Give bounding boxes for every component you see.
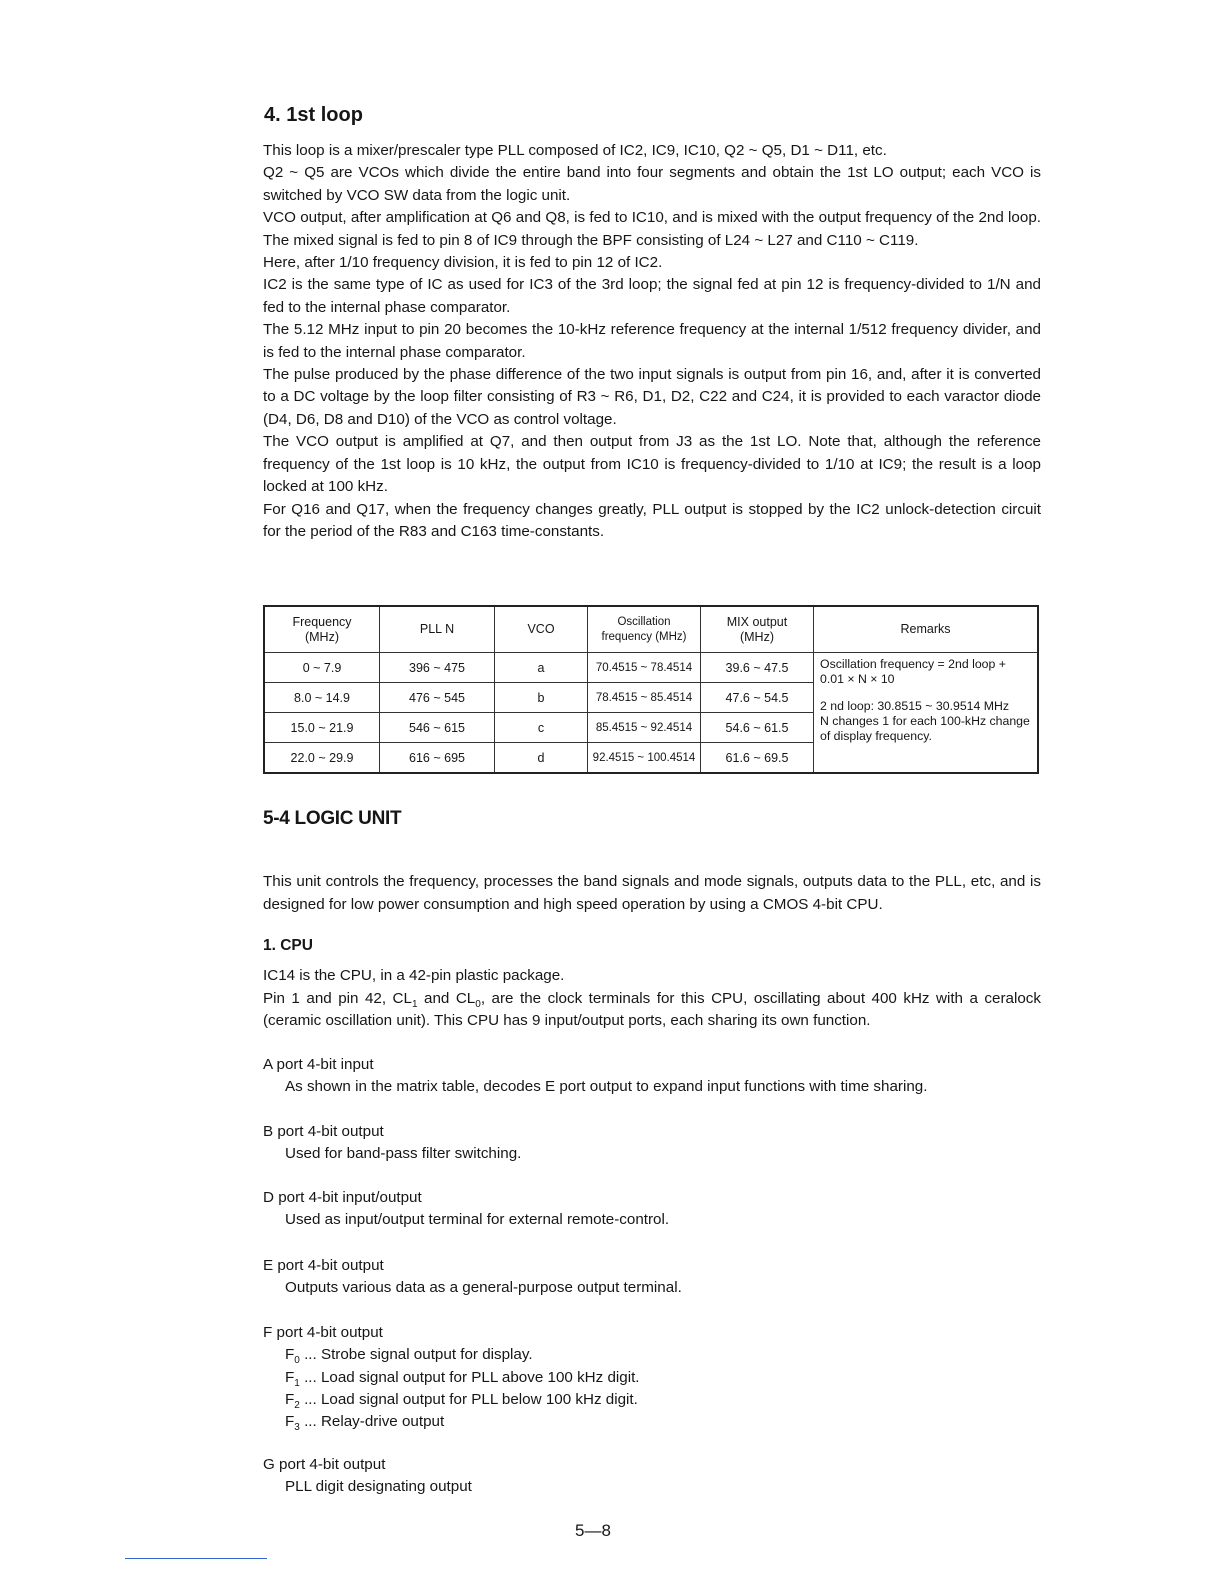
remarks-line: of display frequency. [820, 729, 932, 743]
footer-rule [125, 1558, 267, 1559]
remarks-line: 0.01 × N × 10 [820, 672, 895, 686]
header-pll-n: PLL N [380, 606, 495, 653]
header-text: (MHz) [304, 629, 339, 644]
cell-mix: 61.6 ~ 69.5 [701, 743, 814, 774]
remarks-line: 2 nd loop: 30.8515 ~ 30.9514 MHz [820, 699, 1010, 713]
section-heading-logic-unit: 5-4 LOGIC UNIT [263, 808, 402, 829]
cell-mix: 54.6 ~ 61.5 [701, 713, 814, 743]
remarks-line: N changes 1 for each 100-kHz change [820, 714, 1030, 728]
cell-vco: b [495, 683, 588, 713]
section-heading-1st-loop: 4. 1st loop [264, 104, 363, 126]
header-text: Oscillation [617, 615, 671, 628]
table-header-row [264, 606, 1038, 653]
text-run: F [285, 1413, 295, 1431]
remarks-line: Oscillation frequency = 2nd loop + [820, 657, 1006, 671]
header-frequency [264, 606, 380, 653]
paragraph [263, 988, 1041, 1033]
text-run: F [285, 1368, 295, 1386]
port-f-item [285, 1411, 1041, 1433]
cell-remarks [814, 653, 1039, 774]
cell-pll-n: 546 ~ 615 [380, 713, 495, 743]
port-description: Used for band-pass filter switching. [285, 1145, 522, 1163]
cell-frequency: 0 ~ 7.9 [264, 653, 380, 683]
port-title: G port 4-bit output [263, 1456, 386, 1473]
table-row [264, 653, 1038, 683]
paragraph: The VCO output is amplified at Q7, and then output from J3 as the 1st LO. Note that, although the reference frequency of the 1st loop is 10 kHz, the output from IC10 is frequency-divided to 1/10 at IC9; the result is a loop locked at 100 kHz. [263, 433, 1041, 496]
cpu-description [263, 965, 1041, 1033]
port-e [263, 1255, 1041, 1300]
header-text: (MHz) [739, 629, 774, 644]
text-run: ... Relay-drive output [299, 1413, 445, 1431]
subheading-cpu: 1. CPU [263, 937, 313, 954]
cell-mix: 47.6 ~ 54.5 [701, 683, 814, 713]
port-title: A port 4-bit input [263, 1056, 374, 1073]
port-title: D port 4-bit input/output [263, 1189, 422, 1206]
port-b [263, 1121, 1041, 1166]
paragraph: This loop is a mixer/prescaler type PLL composed of IC2, IC9, IC10, Q2 ~ Q5, D1 ~ D11, etc. [263, 142, 887, 159]
cell-oscillation: 70.4515 ~ 78.4514 [588, 653, 701, 683]
text-run: and CL [417, 989, 476, 1007]
text-run: ... Strobe signal output for display. [299, 1346, 533, 1364]
paragraph: IC2 is the same type of IC as used for IC3 of the 3rd loop; the signal fed at pin 12 is frequency-divided to 1/N and fed to the internal phase comparator. [263, 276, 1041, 316]
cell-frequency: 15.0 ~ 21.9 [264, 713, 380, 743]
port-f-item [285, 1367, 1041, 1389]
loop-description [263, 140, 1041, 543]
port-description: Outputs various data as a general-purpose output terminal. [285, 1279, 682, 1297]
paragraph: IC14 is the CPU, in a 42-pin plastic package. [263, 967, 565, 984]
port-title: F port 4-bit output [263, 1324, 383, 1341]
header-text: MIX output [726, 614, 788, 629]
cell-pll-n: 396 ~ 475 [380, 653, 495, 683]
text-run: ... Load signal output for PLL above 100 kHz digit. [299, 1368, 640, 1386]
text-run: ... Load signal output for PLL below 100 kHz digit. [299, 1390, 638, 1408]
port-title: B port 4-bit output [263, 1123, 384, 1140]
remarks-spacer [820, 687, 1031, 699]
subscript: 0 [294, 1355, 300, 1367]
port-f-item [285, 1389, 1041, 1411]
port-f [263, 1322, 1041, 1433]
port-f-item [285, 1344, 1041, 1366]
port-d [263, 1187, 1041, 1232]
cell-oscillation: 85.4515 ~ 92.4514 [588, 713, 701, 743]
header-text: frequency (MHz) [601, 630, 687, 643]
port-title: E port 4-bit output [263, 1257, 384, 1274]
port-g [263, 1454, 1041, 1499]
subscript: 1 [294, 1377, 300, 1389]
cell-pll-n: 476 ~ 545 [380, 683, 495, 713]
port-a [263, 1054, 1041, 1099]
header-remarks: Remarks [814, 606, 1039, 653]
subscript: 2 [294, 1399, 300, 1411]
paragraph: The 5.12 MHz input to pin 20 becomes the 10-kHz reference frequency at the internal 1/512 frequency divider, and is fed to the internal phase comparator. [263, 321, 1041, 361]
cell-vco: c [495, 713, 588, 743]
page-number: 5—8 [575, 1521, 611, 1540]
paragraph: VCO output, after amplification at Q6 and Q8, is fed to IC10, and is mixed with the output frequency of the 2nd loop. The mixed signal is fed to pin 8 of IC9 through the BPF consisting of L24 ~ L27 and C110 ~ C119. [263, 209, 1041, 249]
header-oscillation [588, 606, 701, 653]
port-description: Used as input/output terminal for external remote-control. [285, 1211, 670, 1229]
port-description: PLL digit designating output [285, 1478, 472, 1496]
cell-vco: d [495, 743, 588, 774]
header-text: Frequency [292, 614, 352, 629]
text-run: F [285, 1346, 295, 1364]
subscript: 3 [294, 1422, 300, 1434]
subscript: 0 [475, 998, 481, 1010]
cell-frequency: 22.0 ~ 29.9 [264, 743, 380, 774]
logic-unit-intro: This unit controls the frequency, processes the band signals and mode signals, outputs data to the PLL, etc, and is designed for low power consumption and high speed operation by using a CMOS 4-bit CPU. [263, 873, 1041, 913]
text-run: F [285, 1390, 295, 1408]
header-vco: VCO [495, 606, 588, 653]
frequency-table [263, 605, 1039, 774]
paragraph: Here, after 1/10 frequency division, it is fed to pin 12 of IC2. [263, 254, 663, 272]
cell-oscillation: 78.4515 ~ 85.4514 [588, 683, 701, 713]
text-run: Pin 1 and pin 42, CL [263, 989, 412, 1007]
cell-mix: 39.6 ~ 47.5 [701, 653, 814, 683]
subscript: 1 [411, 998, 418, 1010]
text-run: , are the clock terminals for this CPU, oscillating about 400 kHz with a ceralock (ceramic oscillation unit). This CPU has 9 input/output ports, each sharing its own function. [263, 989, 1041, 1029]
paragraph: Q2 ~ Q5 are VCOs which divide the entire band into four segments and obtain the 1st LO output; each VCO is switched by VCO SW data from the logic unit. [263, 164, 1041, 204]
cell-oscillation: 92.4515 ~ 100.4514 [588, 743, 701, 774]
paragraph: For Q16 and Q17, when the frequency changes greatly, PLL output is stopped by the IC2 unlock-detection circuit for the period of the R83 and C163 time-constants. [263, 500, 1041, 540]
header-mix-output [701, 606, 814, 653]
cell-vco: a [495, 653, 588, 683]
cell-pll-n: 616 ~ 695 [380, 743, 495, 774]
port-description: As shown in the matrix table, decodes E port output to expand input functions with time sharing. [285, 1078, 928, 1096]
cell-frequency: 8.0 ~ 14.9 [264, 683, 380, 713]
paragraph: The pulse produced by the phase difference of the two input signals is output from pin 16, and, after it is converted to a DC voltage by the loop filter consisting of R3 ~ R6, D1, D2, C22 and C24, it is provided to each varactor diode (D4, D6, D8 and D10) of the VCO as control voltage. [263, 366, 1041, 428]
